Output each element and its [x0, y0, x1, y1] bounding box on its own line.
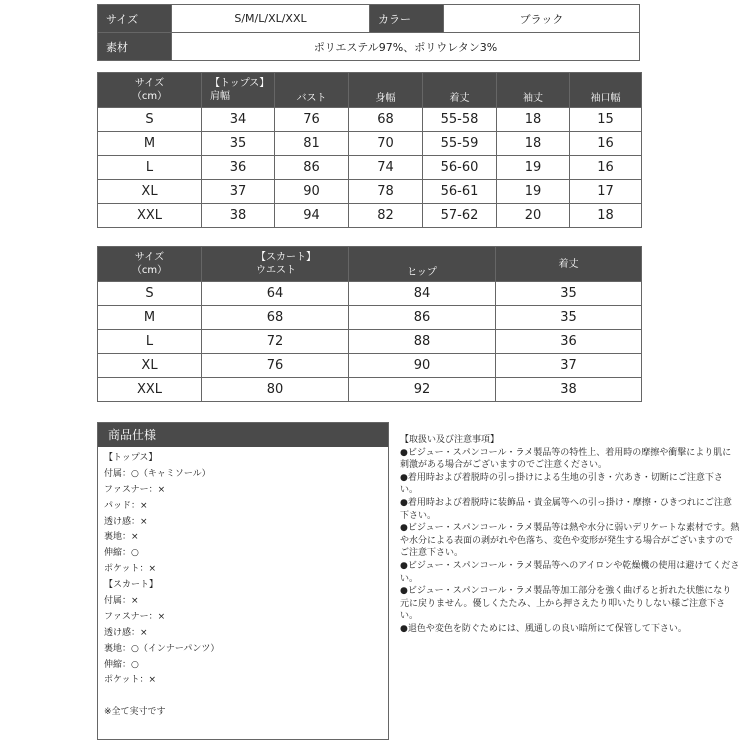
- size-cell: M: [98, 306, 202, 330]
- value-cell: 80: [202, 378, 349, 402]
- value-cell: 74: [349, 156, 423, 180]
- value-cell: 90: [275, 180, 349, 204]
- value-cell: 35: [496, 282, 642, 306]
- skirt-size-label: サイズ: [134, 252, 165, 263]
- spec-line: 透け感：×: [104, 516, 148, 527]
- material-label: 素材: [98, 33, 172, 61]
- spec-line: 【トップス】: [104, 453, 158, 463]
- tops-size-table: [97, 72, 642, 228]
- value-cell: 84: [349, 282, 496, 306]
- spec-line: ポケット：×: [104, 675, 157, 686]
- value-cell: 16: [570, 156, 642, 180]
- value-cell: 72: [202, 330, 349, 354]
- value-cell: 37: [496, 354, 642, 378]
- table-row: [98, 330, 642, 354]
- product-spec-box: [97, 422, 389, 740]
- spec-list: [98, 447, 388, 721]
- table-row: [98, 306, 642, 330]
- value-cell: 92: [349, 378, 496, 402]
- value-cell: 94: [275, 204, 349, 228]
- table-row: [98, 204, 642, 228]
- size-value: S/M/L/XL/XXL: [172, 5, 370, 33]
- spec-line: ファスナー：×: [104, 484, 166, 495]
- skirt-column-header: 着丈: [496, 247, 642, 282]
- notes-item: ●着用時および着脱時に装飾品・貴金属等への引っ掛け・摩擦・ひきつれにご注意下さい。: [400, 497, 732, 521]
- tops-header-size: [98, 73, 202, 108]
- skirt-size-table: [97, 246, 642, 402]
- tops-header-col: [202, 73, 275, 108]
- size-cell: L: [98, 330, 202, 354]
- value-cell: 81: [275, 132, 349, 156]
- size-cell: L: [98, 156, 202, 180]
- value-cell: 37: [202, 180, 275, 204]
- table-row: [98, 282, 642, 306]
- tops-unit-label: （cm）: [131, 91, 168, 102]
- value-cell: 36: [496, 330, 642, 354]
- value-cell: 15: [570, 108, 642, 132]
- value-cell: 19: [497, 156, 570, 180]
- notes-item: ●ビジュー・スパンコール・ラメ製品等は熱や水分に弱いデリケートな素材です。熱や水分による表面の剥がれや色落ち、変色や変形が発生する場合がございますのでご注意下さい。: [400, 523, 740, 559]
- spec-line: 付属：×: [104, 596, 139, 607]
- value-cell: 38: [496, 378, 642, 402]
- spec-line: [104, 689, 388, 705]
- value-cell: 68: [202, 306, 349, 330]
- spec-line: 付属：○（キャミソール）: [104, 468, 211, 479]
- value-cell: 70: [349, 132, 423, 156]
- notes-item: ●ビジュー・スパンコール・ラメ製品等へのアイロンや乾燥機の使用は避けてください。: [400, 560, 740, 584]
- spec-line: 裏地：○（インナーパンツ）: [104, 643, 220, 654]
- notes-item: ●退色や変色を防ぐためには、風通しの良い暗所にて保管して下さい。: [400, 623, 687, 634]
- value-cell: 57-62: [423, 204, 497, 228]
- spec-line: 【スカート】: [104, 580, 159, 591]
- table-row: [98, 108, 642, 132]
- value-cell: 90: [349, 354, 496, 378]
- value-cell: 56-61: [423, 180, 497, 204]
- skirt-column-header: ウエスト: [256, 265, 296, 276]
- value-cell: 86: [275, 156, 349, 180]
- care-notes: [400, 434, 740, 636]
- tops-column-header: バスト: [275, 73, 349, 108]
- value-cell: 64: [202, 282, 349, 306]
- tops-column-header: 身幅: [349, 73, 423, 108]
- size-cell: M: [98, 132, 202, 156]
- size-cell: XXL: [98, 378, 202, 402]
- value-cell: 56-60: [423, 156, 497, 180]
- value-cell: 18: [497, 108, 570, 132]
- size-label: サイズ: [98, 5, 172, 33]
- spec-line: パッド：×: [104, 500, 148, 511]
- table-row: [98, 180, 642, 204]
- spec-line: 伸縮：○: [104, 659, 139, 670]
- spec-note: ※全て実寸です: [104, 707, 166, 718]
- value-cell: 68: [349, 108, 423, 132]
- spec-line: 伸縮：○: [104, 548, 139, 559]
- spec-line: ポケット：×: [104, 564, 157, 575]
- table-row: [98, 378, 642, 402]
- size-cell: S: [98, 108, 202, 132]
- tops-column-header: 肩幅: [210, 91, 230, 102]
- value-cell: 38: [202, 204, 275, 228]
- spec-title: 商品仕様: [98, 423, 388, 447]
- value-cell: 88: [349, 330, 496, 354]
- skirt-section-label: 【スカート】: [256, 252, 316, 263]
- spec-line: 裏地：×: [104, 532, 139, 543]
- value-cell: 18: [497, 132, 570, 156]
- skirt-column-header: ヒップ: [349, 247, 496, 282]
- size-cell: XL: [98, 354, 202, 378]
- value-cell: 36: [202, 156, 275, 180]
- skirt-header-col: [202, 247, 349, 282]
- skirt-unit-label: （cm）: [131, 265, 168, 276]
- notes-item: ●ビジュー・スパンコール・ラメ製品等加工部分を強く曲げると折れた状態になり元に戻りません。優しくたたみ、上から押さえたり叩いたりしない様ご注意下さい。: [400, 586, 732, 622]
- value-cell: 78: [349, 180, 423, 204]
- notes-item: ●着用時および着脱時の引っ掛けによる生地の引き・穴あき・切断にご注意下さい。: [400, 472, 723, 496]
- value-cell: 82: [349, 204, 423, 228]
- value-cell: 19: [497, 180, 570, 204]
- tops-column-header: 着丈: [423, 73, 497, 108]
- tops-column-header: 袖丈: [497, 73, 570, 108]
- value-cell: 55-59: [423, 132, 497, 156]
- value-cell: 18: [570, 204, 642, 228]
- size-cell: XL: [98, 180, 202, 204]
- color-value: ブラック: [444, 5, 640, 33]
- value-cell: 76: [202, 354, 349, 378]
- value-cell: 35: [496, 306, 642, 330]
- notes-item: ●ビジュー・スパンコール・ラメ製品等の特性上、着用時の摩擦や衝撃により肌に刺激がある場合がございますのでご注意ください。: [400, 447, 732, 471]
- size-cell: S: [98, 282, 202, 306]
- tops-section-label: 【トップス】: [210, 78, 270, 89]
- skirt-header-size: [98, 247, 202, 282]
- value-cell: 34: [202, 108, 275, 132]
- value-cell: 35: [202, 132, 275, 156]
- value-cell: 86: [349, 306, 496, 330]
- notes-heading: 【取扱い及び注意事項】: [400, 435, 500, 445]
- value-cell: 20: [497, 204, 570, 228]
- table-row: [98, 132, 642, 156]
- material-value: ポリエステル97%、ポリウレタン3%: [172, 33, 640, 61]
- tops-column-header: 袖口幅: [570, 73, 642, 108]
- value-cell: 55-58: [423, 108, 497, 132]
- spec-line: ファスナー：×: [104, 611, 166, 622]
- table-row: [98, 156, 642, 180]
- product-info-table: [97, 4, 640, 61]
- spec-line: 透け感：×: [104, 627, 148, 638]
- value-cell: 17: [570, 180, 642, 204]
- value-cell: 76: [275, 108, 349, 132]
- size-cell: XXL: [98, 204, 202, 228]
- value-cell: 16: [570, 132, 642, 156]
- table-row: [98, 354, 642, 378]
- tops-size-label: サイズ: [134, 78, 165, 89]
- color-label: カラー: [370, 5, 444, 33]
